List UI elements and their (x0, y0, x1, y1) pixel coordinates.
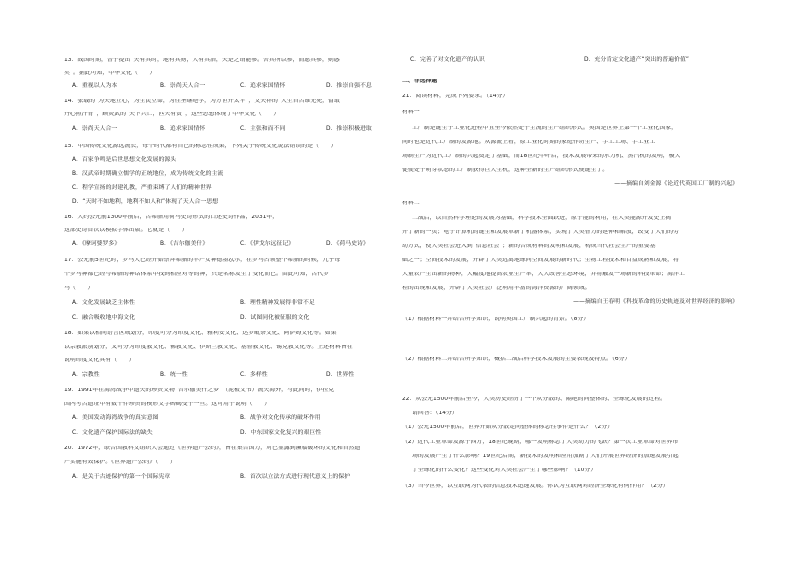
q19-stem-cont: 国内考古遗址中有数千件珍贵的楔形文字碑碣受于一旦。这可用于说明（ ） (64, 402, 271, 407)
q21-material-2-source: ——摘编自王春明《科技革命的历史轨迹及对世界经济的影响》 (573, 299, 738, 305)
q18-option-d: D．世界性 (326, 372, 355, 378)
q16-option-c: C．《伊戈尔远征记》 (240, 241, 295, 247)
q17-option-d: D．试图同化被征服的文化 (240, 315, 310, 321)
q21-material-2-line: 动方式，使人类社会进入到“信息社会”；新的合成材料的发明和发展，构成当代社会生产的重要基 (402, 244, 656, 249)
q21-material-1-title: 材料一 (402, 110, 420, 115)
q19-option-a: A．美国发动海湾战争的真实意图 (72, 415, 159, 421)
q19-option-c: C．文化遗产保护国际法的缺失 (72, 430, 153, 436)
q21-material-2-line: 二战后，以自然科学理论的发展为基础，科学技术全面跃进，原子能的利用，在人类能源开发史上揭 (412, 216, 672, 221)
q15-option-d: D．“天时不如地利，地利不如人和”体现了天人合一思想 (72, 199, 219, 205)
q16-stem-cont: 这部史诗首次以模拟字体出版。它就是（ ） (64, 228, 188, 233)
q21-material-2-line: 大量农产生出新的物种，大幅度地提高农业生产率，大大改善生态环境，并将触发一场新的科技革命；海洋工 (402, 272, 685, 277)
q15-option-a: A．百家争鸣是后世思想文化发展的源头 (72, 157, 177, 163)
q22-question-3: （3）当今世界，以互联网为代表的信息技术迅速发展。你认为互联网对经济全球化有何作用？（2分） (402, 484, 669, 489)
q18-option-a: A．宗教性 (72, 372, 100, 378)
q20-option-c: C．完善了对文化遗产的认识 (410, 57, 485, 63)
q17-stem: 17．公元前5世纪时，罗马人已经开始崇拜希腊的丰产女神德墨忒尔，在罗马占领整个希腊的时候，几乎每 (64, 258, 341, 263)
q20-stem: 20．1972年，联合国教科文组织大会通过《世界遗产公约》，旨在集合国力，对已显露到濒临破坏的文化和自然遗 (64, 446, 361, 451)
q17-stem-cont2: 马（ ） (64, 286, 94, 291)
q16-option-d: D．《荷马史诗》 (326, 241, 369, 247)
q22-question-2: （2）近代工业革命发源于西方，18世纪晚期，哪一发明标志了人类动力的飞跃？第一次工业革命对世界市 (402, 440, 679, 445)
q18-stem-cont2: 说明印度文化具有（ ） (64, 358, 135, 363)
q22-question-2-cont: 了全球化的什么变化？这些变化对人类社会产生了哪些影响？（10分） (412, 468, 597, 473)
q17-option-b: B．理性精神发展得非常不足 (240, 300, 315, 306)
q21-material-2-line: 础之一；空间技术的发展，开辟了人类远离地球向空间发展的新时代；生物工程技术和目益成熟和发展，将 (402, 258, 679, 263)
q20-stem-cont: 产实施有效保护。《世界遗产公约》（ ） (64, 460, 176, 465)
q18-stem-cont: 以宗教派别划分，又可分为印度教文化、佛教文化、伊斯兰教文化、基督教文化、锡克教文化等。上述材料旨在 (64, 345, 353, 350)
q16-option-a: A．《摩诃婆罗多》 (72, 241, 121, 247)
q13-option-c: C．追求家国情怀 (240, 83, 286, 89)
q14-option-b: B．追求家国情怀 (160, 126, 206, 132)
q13-option-d: D．推崇自强不息 (326, 83, 372, 89)
q17-option-a: A．文化发展缺乏主体性 (72, 300, 135, 306)
q21-material-2-title: 材料二 (402, 201, 420, 206)
q20-option-b: B．首次以立法方式进行现代意义上的保护 (240, 474, 351, 480)
q22-sub: 请回答：（14分） (412, 411, 458, 416)
q19-option-b: B．战争对文化传承的破坏作用 (240, 415, 321, 421)
q21-intro: 21．阅读材料，完成下列要求。（14分） (402, 94, 509, 99)
q15-option-b: B．汉武帝时期确立儒学的正统地位，成为传统文化的主流 (72, 171, 224, 177)
q19-option-d: D．中东国家文化复兴的艰巨性 (240, 430, 322, 436)
q21-material-1-line: 场制生产为近代工厂制的兴起奠定了基础，而18世纪中叶后，技术发展带来的水力机、蒸汽机的发明，极大 (402, 154, 681, 159)
q14-option-a: A．崇尚天人合一 (72, 126, 118, 132)
q19-stem: 19．1991年在海湾战争中遗失的珍贵文物“吉尔伽美什之梦”（泥板文书）流失海外，与此同时，伊拉克 (64, 388, 335, 393)
q18-stem: 18．如果以相同语言区域划分，印度可分为印度文化、雅利安文化、达罗毗荼文化、阿萨姆文化等。如果 (64, 331, 337, 336)
q15-option-c: C．程学宣扬的封建礼教，严重束缚了人们的精神世界 (72, 185, 212, 191)
q20-option-a: A．是关于古迹保护的第一个国际宪章 (72, 474, 171, 480)
q17-stem-cont: 个罗马神都已经与希腊的神话体系中找到相应对等的神，只是名称发生了变化而已。由此可知，古代罗 (64, 272, 330, 277)
q14-option-c: C．主张和而不同 (240, 126, 286, 132)
q14-stem-cont: 丹心照汗青”，顾炎武的“天下兴亡，匹夫有责”，这些思想体现了中华文化（ ） (64, 112, 280, 117)
q21-question-1: （1）根据材料一并结合所学知识，说明英国工厂制兴起的背景。（8分） (402, 317, 590, 322)
q18-option-c: C．多样性 (240, 372, 268, 378)
q21-material-1-source: ——摘编自刘金源《论近代英国工厂制的兴起》 (614, 181, 738, 187)
q21-material-1-line: 促使处于萌芽状态的工厂制获得巨大生机，这种全新的生产组织形式便诞生了。 (402, 168, 609, 173)
q18-option-b: B．统一性 (160, 372, 188, 378)
q21-question-2: （2）根据材料二并结合所学知识，概括二战后科学技术发展的主要表现及特点。（6分） (402, 357, 631, 362)
q16-option-b: B．《吉尔伽美什》 (160, 241, 209, 247)
q20-option-d: D．充分肯定文化遗产“突出的普遍价值” (584, 57, 689, 63)
section-title: 二、非选择题 (402, 79, 438, 84)
q13-stem-cont: 矣”。据此可知，中华文化（ ） (64, 71, 156, 76)
q22-question-2-cont: 场的发展产生了什么影响？19世纪后期，新技术的发明和应用加剧了人们开展世界经济的加速发展引起 (412, 454, 679, 459)
q15-stem: 15．中国传统文化源远流长，每个时代都有自己的标志性成果，下列关于传统文化说法错误的是（ ） (64, 144, 337, 149)
q22-question-1: （1）公元1500年前后，世界开始从分散走向整体的标志性事件是什么？（2分） (402, 425, 613, 430)
q21-material-1-line: 同时也是近代工厂制的发源地。从源流上看，原工业化时期的家庭作坊生产、手工工场、手工业工 (402, 140, 656, 145)
q17-option-c: C．融合吸收地中海文化 (72, 315, 136, 321)
q13-option-a: A．重视以人为本 (72, 83, 118, 89)
q13-option-b: B．崇尚天人合一 (160, 83, 206, 89)
q22-intro: 22．从公元1500年前后至今，人类历史经历了一个从分散的、隔绝的向整体的、全球化发展的过程。 (402, 397, 667, 402)
q14-option-d: D．推崇积极进取 (326, 126, 372, 132)
q14-stem: 14．张载的“为天地立心，为生民立命，为往圣继绝学，为万世开太平”，文天祥的“人生自古谁无死，留取 (64, 99, 340, 104)
q21-material-1-line: 工厂制是诞生于工业化进程中且至今依然处于主流的生产组织形式。英国是世界上第一个工业化国家， (412, 126, 678, 131)
q21-material-2-line: 开了新的一页；电子计算机的诞生和发展革新了机器体系，实现了人类智力的延伸和解放，改变了人们的劳 (402, 230, 679, 235)
q13-stem: 13．战国时期，晋子提出“天有其时，地有其财，人有其治，夫是之谓能参。舍其所以参，而愿其参，则惑 (64, 58, 340, 63)
q16-stem: 16．大约公元前1300年前后，古希腊用荷马史诗形式的口述史诗作品，2031年， (64, 215, 279, 220)
q21-material-2-line: 程的出现和发展，开辟了人类社会广泛利用丰富的海洋资源的广阔领域。 (402, 286, 591, 291)
